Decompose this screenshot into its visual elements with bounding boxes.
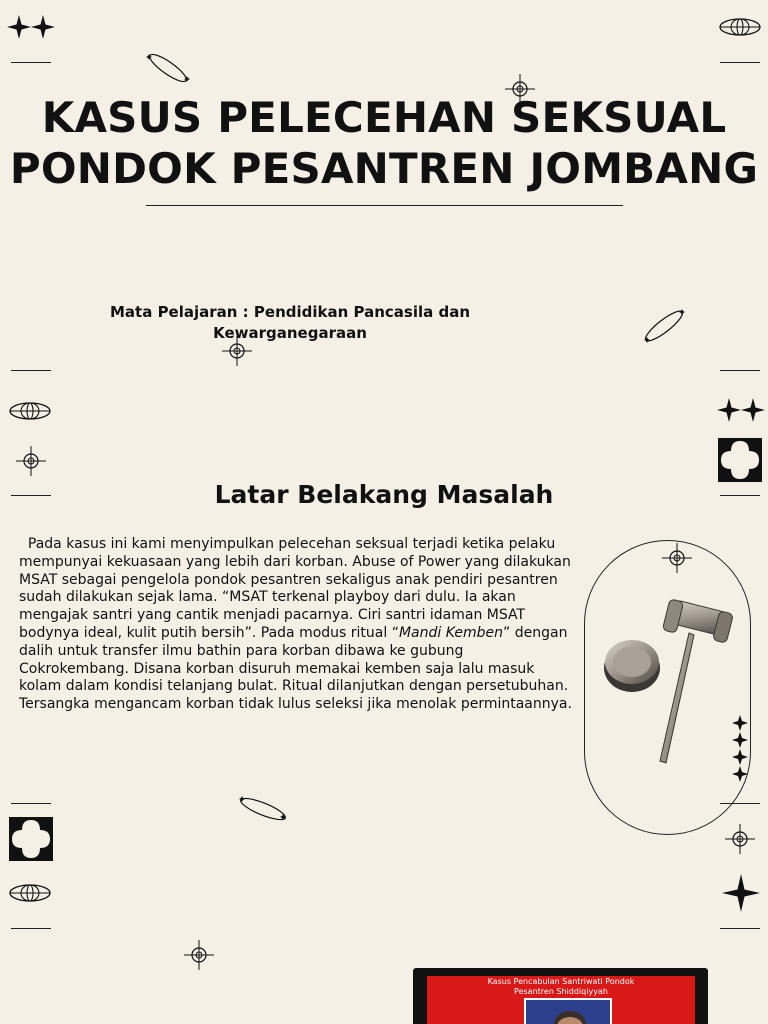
news-thumbnail-photo [524,998,612,1024]
person-photo-icon [526,1000,612,1024]
caption-line-2: Pesantren Shiddiqiyyah [514,987,608,996]
divider-line [11,803,51,804]
quatrefoil-icon [718,438,762,482]
paragraph-text-part-2: ” dengan dalih untuk transfer ilmu bathin para korban dibawa ke gubung Cokrokembang. Disana korban disuruh memakai kemben saja lalu masuk kolam dalam kondisi telanjang bulat. Ritual dilanjutkan dengan persetubuhan. Tersangka mengancam korban tidak lulus seleksi jika menolak permintaannya. [19,624,572,713]
gavel-icon [598,598,738,770]
orbit-icon [640,306,688,346]
section-paragraph [19,536,575,714]
sparkle-icon [722,874,760,912]
orbit-icon [236,794,290,824]
crosshair-icon [725,824,755,854]
divider-line [11,928,51,929]
divider-line [720,370,760,371]
sparkle-stack-icon [730,715,750,785]
quatrefoil-icon [9,817,53,861]
crosshair-icon [662,543,692,573]
divider-line [11,370,51,371]
news-thumbnail-caption [427,977,695,997]
globe-icon [8,400,52,422]
divider-line [720,928,760,929]
caption-line-1: Kasus Pencabulan Santriwati Pondok [487,977,635,986]
paragraph-text-part-1: Pada kasus ini kami menyimpulkan pelecehan seksual terjadi ketika pelaku mempunyai kekuasaan yang lebih dari korban. Abuse of Power yang dilakukan MSAT sebagai pengelola pondok pesantren sekaligus anak pendiri pesantren sudah dilakukan sejak lama. “MSAT terkenal playboy dari dulu. Ia akan mengajak santri yang cantik menjadi pacarnya. Ciri santri idaman MSAT bodynya ideal, kulit putih bersih”. Pada modus ritual “ [19,536,571,641]
title-line-2: PONDOK PESANTREN JOMBANG [9,144,759,193]
orbit-icon [144,50,192,86]
subject-line-1: Mata Pelajaran : Pendidikan Pancasila dan [110,303,470,321]
subject-label [80,302,500,344]
crosshair-icon [222,336,252,366]
title-underline [146,205,623,206]
globe-icon [8,882,52,904]
globe-icon [718,16,762,38]
paragraph-italic-term: Mandi Kemben [398,624,504,641]
subject-line-2: Kewarganegaraan [213,324,367,342]
divider-line [720,803,760,804]
double-sparkle-icon [716,397,766,423]
divider-line [11,62,51,63]
crosshair-icon [184,940,214,970]
section-heading: Latar Belakang Masalah [214,480,554,509]
page-title [0,92,768,194]
title-line-1: KASUS PELECEHAN SEKSUAL [41,93,727,142]
double-sparkle-icon [6,14,56,40]
divider-line [720,62,760,63]
crosshair-icon [16,446,46,476]
